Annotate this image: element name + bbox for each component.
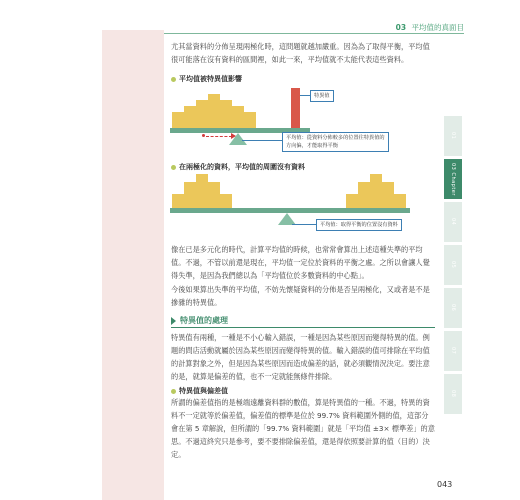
data-bar: [232, 106, 244, 128]
data-bar: [394, 194, 406, 208]
chapter-tab-8[interactable]: 08: [444, 374, 462, 414]
margin-stripe: [102, 30, 164, 500]
paragraph-3: 特異值有兩種，一種是不小心輸入錯誤，一種是因為某些原因而變得特異的值。例題的問店活動就屬於因為某些原因而變得特異的值。輸入錯誤的值可排除在平均值的計算對象之外，但是因為某些原因而造成偏差的話，就必須觀情況決定。要注意的是，就算是偏差的值，也不一定就能無條件排除。: [171, 333, 430, 381]
chapter-title: 平均值的真面目: [411, 23, 464, 32]
chapter-tab-7[interactable]: 07: [444, 331, 462, 371]
paragraph-1: 像在已是多元化的時代，計算平均值的時候，也常常會算出上述這種失準的平均值。不過，不管以前還是現在，平均值一定位於資料的平衡之處。之所以會讓人覺得失準，是因為我們總以為「平均值位於多數資料的中心點」。: [171, 245, 430, 280]
running-header: [396, 22, 464, 33]
chapter-number: 03: [395, 23, 407, 32]
diagram-outlier-balance: [168, 86, 428, 158]
section-heading: 特異值的處理: [171, 314, 435, 327]
data-bar: [370, 174, 382, 208]
section-rule: [171, 327, 435, 328]
balance-pivot: [229, 133, 247, 145]
outlier-leader: [300, 95, 310, 96]
data-bar: [346, 194, 358, 208]
chapter-tab-5[interactable]: 05: [444, 245, 462, 285]
chapter-tab-4[interactable]: 04: [444, 202, 462, 242]
bullet-dot: [171, 389, 176, 394]
data-bar: [358, 182, 370, 208]
paragraph-4: 所謂的偏差值指的是極端遠離資料群的數值，算是特異值的一種。不過，特異的資料不一定就等於偏差值，偏差值的標準是位於 99.7% 資料範圍外側的值，這部分會在第 5 章解說，但所謂的「99.7% 資料範圍」就是「平均值 ±3× 標準差」的意思。不過這終究只是參考，要不要排除偏差值，還是得依照要計算的值（目的）決定。: [171, 398, 435, 459]
data-bar: [244, 112, 256, 128]
chapter-tab-1[interactable]: 01: [444, 116, 462, 156]
chapter-tab-3-active[interactable]: 03 Chapter: [444, 159, 462, 199]
bullet-dot: [171, 77, 176, 82]
outlier-label: 特異值: [310, 90, 334, 102]
data-bar: [220, 100, 232, 128]
header-rule: [164, 33, 464, 34]
paragraph-2: 今後如果算出失準的平均值，不妨先懷疑資料的分佈是否呈兩極化，又或者是不是摻雜的特異值。: [171, 285, 430, 307]
annotation-leader: [292, 224, 316, 225]
data-bar: [196, 100, 208, 128]
subsection-heading: 特異值與偏差值: [171, 386, 228, 396]
annotation-leader: [242, 140, 282, 141]
data-bar: [382, 182, 394, 208]
triangle-icon: [171, 317, 176, 325]
data-bar: [220, 194, 232, 208]
data-bar: [184, 182, 196, 208]
bullet-dot: [171, 165, 176, 170]
mean-annotation: 平均值：從資料分佈較多的位置往特異值的 方向偏，才能取得平衡: [282, 132, 389, 152]
page-number: 043: [437, 480, 453, 489]
intro-paragraph: 尤其當資料的分佈呈現兩極化時，這問題就越加嚴重。因為為了取得平衡，平均值很可能落在沒有資料的區間裡，如此一來，平均值就不太能代表這些資料。: [171, 42, 430, 64]
chapter-tab-6[interactable]: 06: [444, 288, 462, 328]
diagram2-title: 在兩極化的資料，平均值的周圍沒有資料: [171, 162, 305, 172]
diagram1-title: 平均值被特異值影響: [171, 74, 242, 84]
data-bar: [184, 106, 196, 128]
diagram-bimodal-balance: [168, 172, 428, 238]
outlier-bar: [291, 88, 300, 128]
data-bar: [172, 112, 184, 128]
data-center-dot: [202, 134, 205, 137]
chapter-tabs: [444, 116, 462, 417]
data-bar: [208, 94, 220, 128]
data-bar: [208, 182, 220, 208]
data-bar: [172, 194, 184, 208]
mean-annotation: 平均值：取得平衡的位置沒有資料: [316, 219, 402, 231]
data-bar: [196, 174, 208, 208]
